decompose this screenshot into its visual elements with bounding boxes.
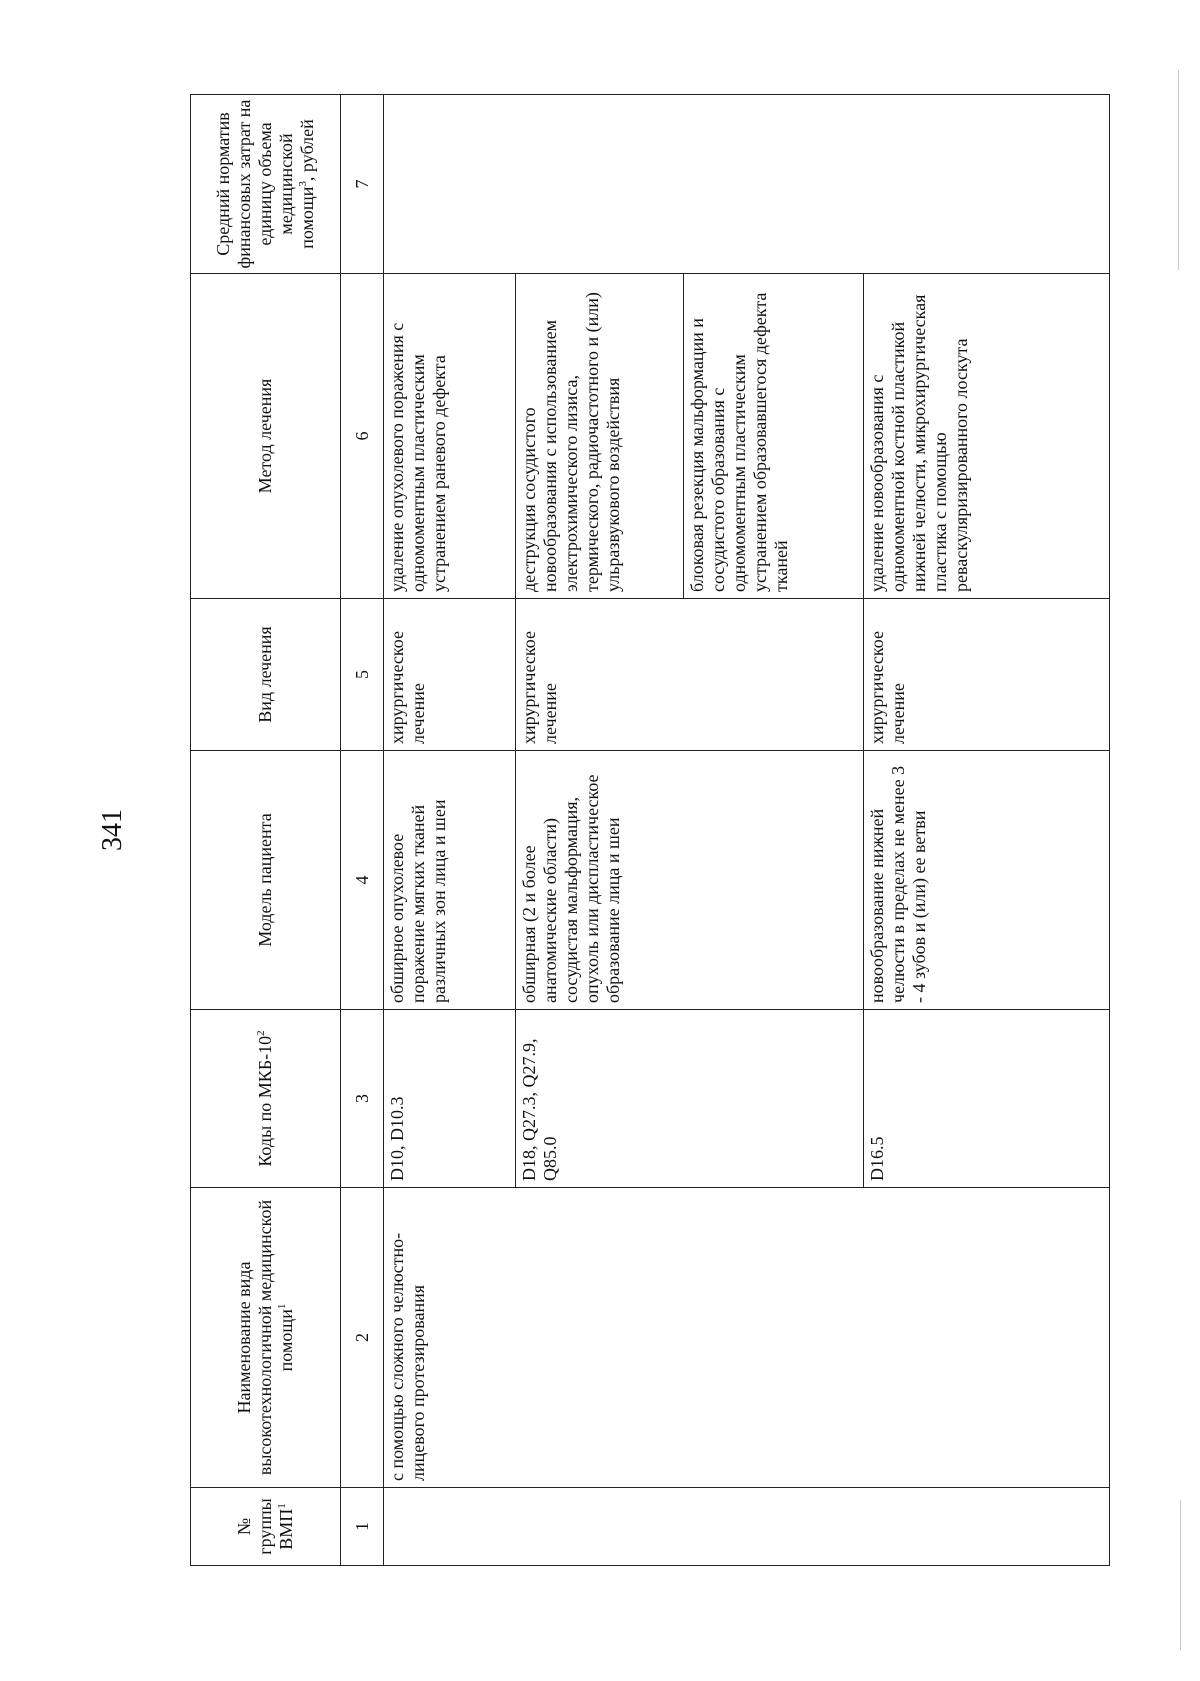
column-number: 1 [341,1488,384,1566]
treatment-method-cell: удаление новообразования с одномоментной костной пластикой нижней челюсти, микрохирургическая пластика с помощью реваскуляризированного лоскута [864,274,1110,599]
group-number-cell [384,1488,1110,1566]
header-vmp-name: Наименование вида высокотехнологичной медицинской помощи$^1$ [191,1188,341,1488]
header-group-number: № группы ВМП$^1$ [191,1488,341,1566]
column-number: 6 [341,274,384,599]
icd-codes-cell: D18, Q27.3, Q27.9, Q85.0 [516,1010,864,1188]
treatment-method-cell: деструкция сосудистого новообразования с использованием электрохимического лизиса, термического, радиочастотного и (или) ульразвукового воздействия [516,274,684,599]
header-row [191,95,341,1566]
treatment-type-cell: хирургическое лечение [864,599,1110,751]
icd-codes-cell: D10, D10.3 [384,1010,516,1188]
column-number-row [341,95,384,1566]
header-patient-model: Модель пациента [191,751,341,1010]
patient-model-cell: обширная (2 и более анатомические области) сосудистая мальформация, опухоль или диспластическое образование лица и шеи [516,751,864,1010]
column-number: 2 [341,1188,384,1488]
rotated-table-wrapper [190,95,1110,1566]
vmp-table [190,94,1110,1566]
scan-artifact-line [1180,1500,1181,1650]
page-number: 341 [97,809,128,851]
table-row [384,95,516,1566]
header-icd-codes: Коды по МКБ-$10^2$ [191,1010,341,1188]
column-number: 4 [341,751,384,1010]
header-treatment-type: Вид лечения [191,599,341,751]
vmp-name-cell: с помощью сложного челюстно-лицевого протезирования [384,1188,1110,1488]
cost-standard-cell [384,95,1110,274]
column-number: 7 [341,95,384,274]
header-cost-standard: Средний норматив финансовых затрат на единицу объема медицинской помощи$^3$, рублей [191,95,341,274]
column-number: 3 [341,1010,384,1188]
icd-codes-cell: D16.5 [864,1010,1110,1188]
treatment-method-cell: блоковая резекция мальформации и сосудистого образования с одномоментным пластическим устранением образовавшегося дефекта тканей [684,274,864,599]
patient-model-cell: новообразование нижней челюсти в пределах не менее 3 - 4 зубов и (или) ее ветви [864,751,1110,1010]
column-number: 5 [341,599,384,751]
treatment-type-cell: хирургическое лечение [384,599,516,751]
treatment-type-cell: хирургическое лечение [516,599,864,751]
treatment-method-cell: удаление опухолевого поражения с одномоментным пластическим устранением раневого дефекта [384,274,516,599]
header-treatment-method: Метод лечения [191,274,341,599]
patient-model-cell: обширное опухолевое поражение мягких тканей различных зон лица и шеи [384,751,516,1010]
scan-artifact-line [1178,70,1179,270]
